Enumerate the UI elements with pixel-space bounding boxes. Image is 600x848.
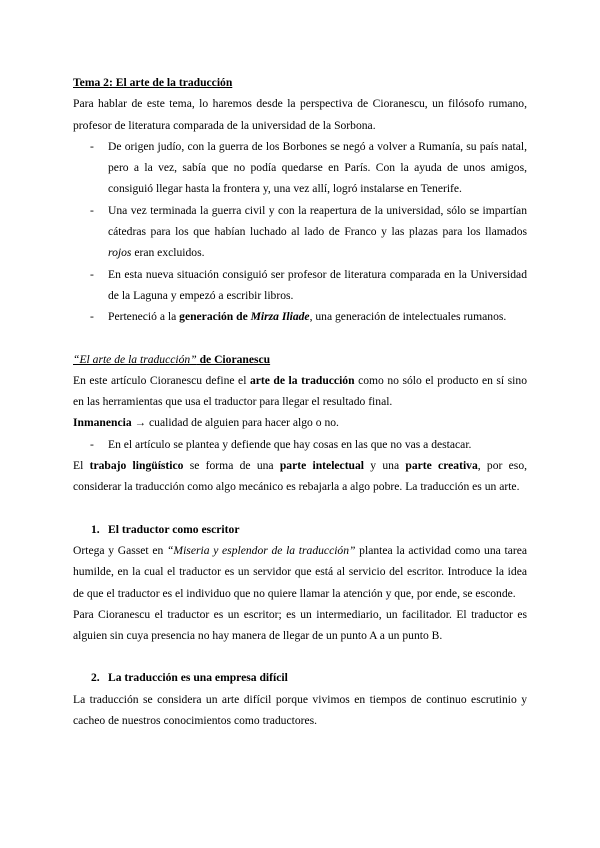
bullet-dash: - xyxy=(90,203,94,217)
subheading-difficult-enterprise: 2. La traducción es una empresa difícil xyxy=(91,671,288,685)
article-list xyxy=(73,434,527,455)
bullet-dash: - xyxy=(90,437,94,451)
intro-paragraph: Para hablar de este tema, lo haremos desde la perspectiva de Cioranescu, un filósofo rumano, profesor de literatura comparada de la universidad de la Sorbona. xyxy=(73,97,527,132)
list-item: - De origen judío, con la guerra de los Borbones se negó a volver a Rumanía, su país natal, pero a la vez, sabía que no podía quedarse en París. Con la ayuda de unos amigos, consiguió llegar hasta la frontera y, una vez allí, logró instalarse en Tenerife. xyxy=(73,136,527,200)
document-page xyxy=(73,72,527,731)
subheading-translator-as-writer: 1. El traductor como escritor xyxy=(91,522,240,536)
list-item: - Perteneció a la generación de Mirza Iliade, una generación de intelectuales rumanos. xyxy=(73,306,527,327)
definition-paragraph: En este artículo Cioranescu define el arte de la traducción como no sólo el producto en sí sino en las herramientas que usa el traductor para llegar el resultado final. xyxy=(73,373,527,409)
topic-heading: Tema 2: El arte de la traducción xyxy=(73,76,233,89)
bullet-dash: - xyxy=(90,310,94,324)
bullet-dash: - xyxy=(90,267,94,281)
article-heading: “El arte de la traducción” de Cioranescu xyxy=(73,352,271,366)
immanence-paragraph: Inmanencia → cualidad de alguien para hacer algo o no. xyxy=(73,416,339,430)
difficulty-paragraph: La traducción se considera un arte difícil porque vivimos en tiempos de continuo escrutinio y cacheo de nuestros conocimientos como traductores. xyxy=(73,692,527,728)
ortega-paragraph: Ortega y Gasset en “Miseria y esplendor de la traducción” plantea la actividad como una tarea humilde, en la cual el traductor es un servidor que está al servicio del escritor. Introduce la idea de que el traductor es el individuo que no quiere llamar la atención y que, por ende, se esconde. xyxy=(73,543,527,600)
list-item: - Una vez terminada la guerra civil y con la reapertura de la universidad, sólo se impartían cátedras para los que habían luchado al lado de Franco y las plazas para los llamados rojos eran excluidos. xyxy=(73,200,527,264)
cioranescu-paragraph: Para Cioranescu el traductor es un escritor; es un intermediario, un facilitador. El traductor es alguien sin cuya presencia no hay manera de llegar de un punto A a un punto B. xyxy=(73,607,527,643)
list-item: - En esta nueva situación consiguió ser profesor de literatura comparada en la Universidad de la Laguna y empezó a escribir libros. xyxy=(73,264,527,307)
biography-list xyxy=(73,136,527,328)
bullet-dash: - xyxy=(90,139,94,153)
linguistic-work-paragraph: El trabajo lingüístico se forma de una parte intelectual y una parte creativa, por eso, considerar la traducción como algo mecánico es rebajarla a algo pobre. La traducción es un arte. xyxy=(73,459,528,494)
list-item: - En el artículo se plantea y defiende que hay cosas en las que no vas a destacar. xyxy=(73,434,527,455)
